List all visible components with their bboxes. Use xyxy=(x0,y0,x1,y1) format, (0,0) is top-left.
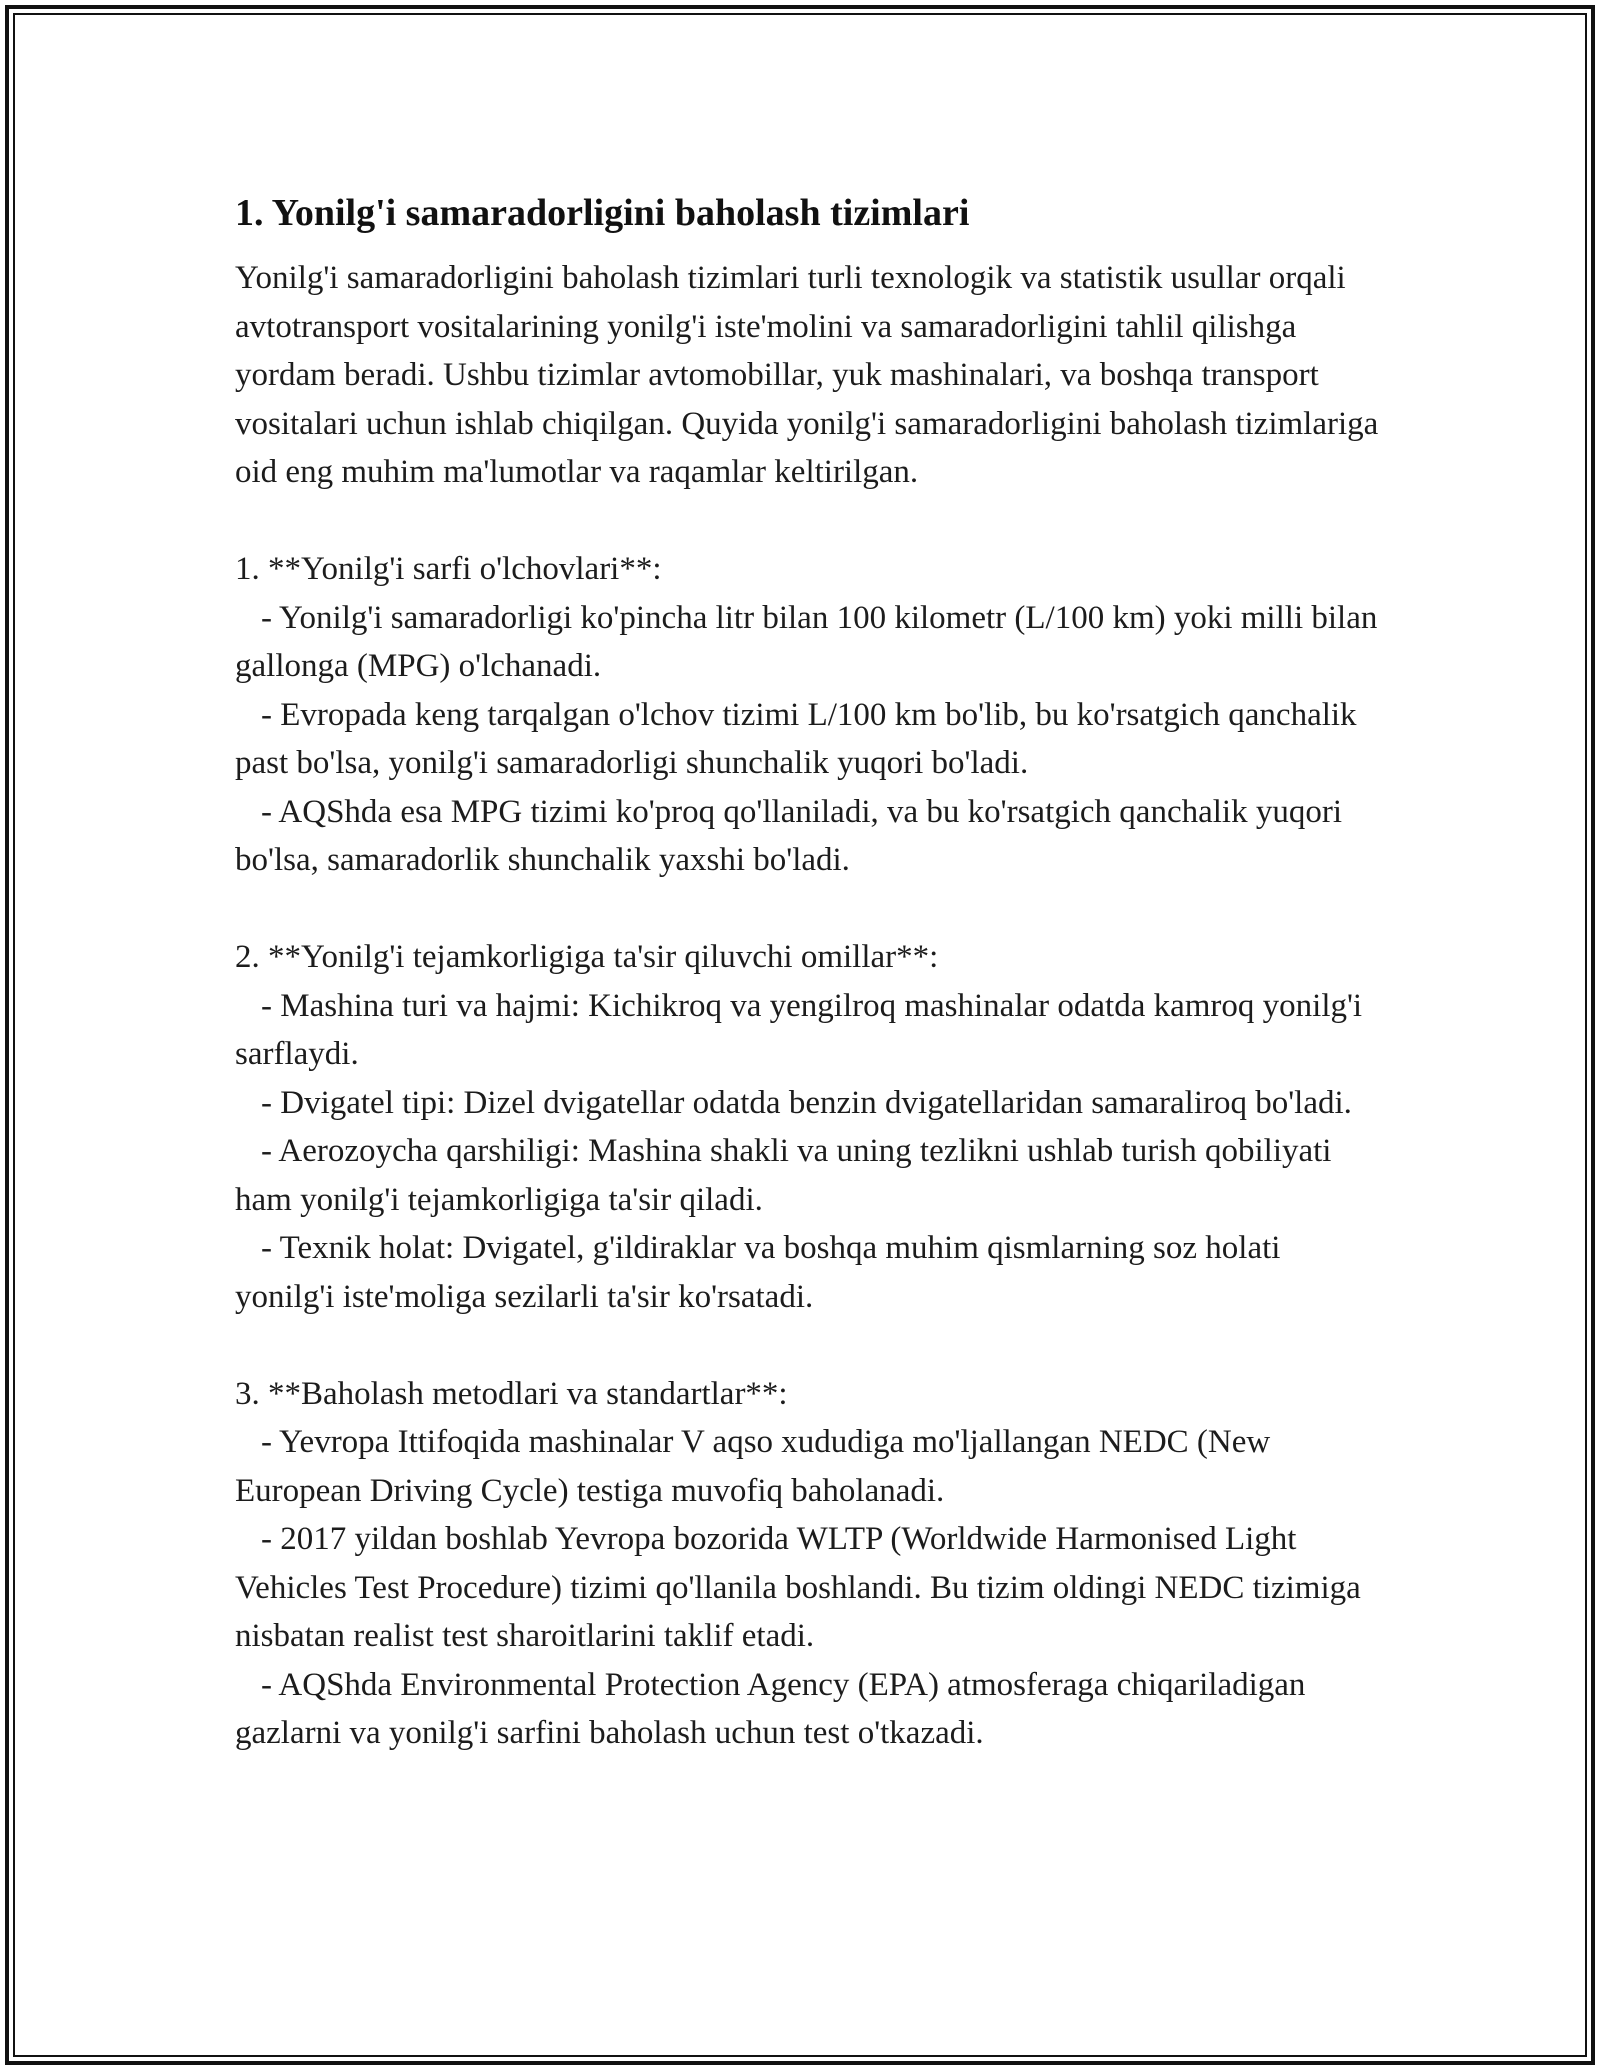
section-2 xyxy=(235,933,1385,1321)
list-item: - Mashina turi va hajmi: Kichikroq va yengilroq mashinalar odatda kamroq yonilg'i sarflaydi. xyxy=(235,987,1363,1072)
list-item: - Evropada keng tarqalgan o'lchov tizimi L/100 km bo'lib, bu ko'rsatgich qanchalik past bo'lsa, yonilg'i samaradorligi shunchalik yuqori bo'ladi. xyxy=(235,696,1357,781)
intro-paragraph: Yonilg'i samaradorligini baholash tizimlari turli texnologik va statistik usullar orqali avtotransport vositalarining yonilg'i iste'molini va samaradorligini tahlil qilishga yordam beradi. Ushbu tizimlar avtomobillar, yuk mashinalari, va boshqa transport vositalari uchun ishlab chiqilgan. Quyida yonilg'i samaradorligini baholash tizimlariga oid eng muhim ma'lumotlar va raqamlar keltirilgan. xyxy=(235,260,1379,490)
list-item: - Yonilg'i samaradorligi ko'pincha litr bilan 100 kilometr (L/100 km) yoki milli bilan gallonga (MPG) o'lchanadi. xyxy=(235,599,1378,684)
list-item: - AQShda esa MPG tizimi ko'proq qo'llaniladi, va bu ko'rsatgich qanchalik yuqori bo'lsa, samaradorlik shunchalik yaxshi bo'ladi. xyxy=(235,793,1342,878)
spacer xyxy=(235,1321,1385,1370)
document-title: 1. Yonilg'i samaradorligini baholash tizimlari xyxy=(235,192,970,234)
section-1 xyxy=(235,545,1385,885)
list-item: - AQShda Environmental Protection Agency (EPA) atmosferaga chiqariladigan gazlarni va yonilg'i sarfini baholash uchun test o'tkazadi. xyxy=(235,1666,1306,1751)
list-item: - Texnik holat: Dvigatel, g'ildiraklar va boshqa muhim qismlarning soz holati yonilg'i iste'moliga sezilarli ta'sir ko'rsatadi. xyxy=(235,1230,1281,1315)
spacer xyxy=(235,497,1385,546)
section-3 xyxy=(235,1370,1385,1758)
list-item: - Dvigatel tipi: Dizel dvigatellar odatda benzin dvigatellaridan samaraliroq bo'ladi. xyxy=(261,1084,1352,1121)
list-item: - Aerozoycha qarshiligi: Mashina shakli va uning tezlikni ushlab turish qobiliyati ham yonilg'i tejamkorligiga ta'sir qiladi. xyxy=(235,1133,1332,1218)
section-heading: 3. **Baholash metodlari va standartlar**: xyxy=(235,1375,788,1412)
list-item: - Yevropa Ittifoqida mashinalar V aqso xududiga mo'ljallangan NEDC (New European Driving Cycle) testiga muvofiq baholanadi. xyxy=(235,1424,1271,1509)
section-heading: 2. **Yonilg'i tejamkorligiga ta'sir qiluvchi omillar**: xyxy=(235,939,939,975)
spacer xyxy=(235,885,1385,934)
document-body xyxy=(235,188,1385,1758)
section-heading: 1. **Yonilg'i sarfi o'lchovlari**: xyxy=(235,551,662,587)
list-item: - 2017 yildan boshlab Yevropa bozorida WLTP (Worldwide Harmonised Light Vehicles Test Procedure) tizimi qo'llanila boshlandi. Bu tizim oldingi NEDC tizimiga nisbatan realist test sharoitlarini taklif etadi. xyxy=(235,1521,1361,1654)
